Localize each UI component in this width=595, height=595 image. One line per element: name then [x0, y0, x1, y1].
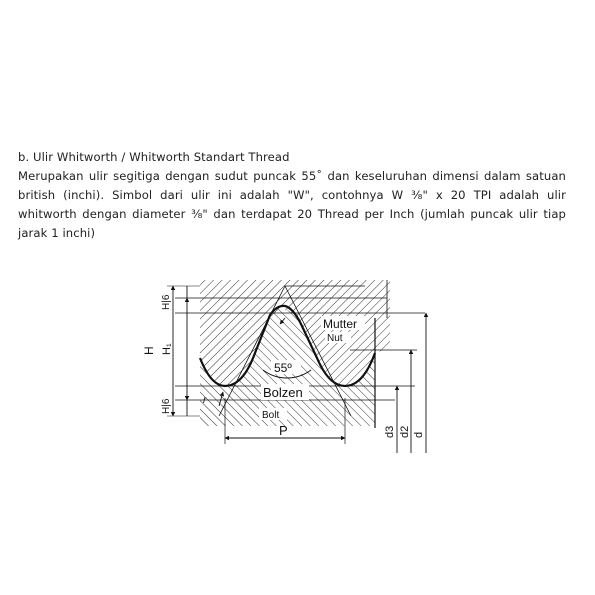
label-d3: d3 — [384, 425, 396, 438]
label-mutter: Mutter — [323, 317, 358, 331]
label-d: d — [413, 431, 425, 438]
section-heading: b. Ulir Whitworth / Whitworth Standart Thread — [18, 150, 290, 164]
label-angle: 55º — [274, 361, 292, 375]
label-h6-bottom: H|6 — [161, 398, 172, 414]
label-h1: H₁ — [161, 343, 173, 355]
section-paragraph: Merupakan ulir segitiga dengan sudut puncak 55˚ dan keseluruhan dimensi dalam satuan british (inchi). Simbol dari ulir ini adalah "W", contohnya W ⅜" x 20 TPI adalah ulir whitworth dengan diameter ⅜" dan terdapat 20 Thread per Inch (jumlah puncak ulir tiap jarak 1 inchi) — [18, 169, 566, 240]
label-p: P — [279, 423, 288, 438]
text-block — [18, 148, 566, 243]
label-h6-top: H|6 — [161, 294, 172, 310]
thread-profile-svg — [125, 258, 458, 461]
whitworth-thread-diagram — [125, 258, 458, 461]
label-d2: d2 — [399, 425, 411, 438]
label-nut: Nut — [327, 333, 343, 344]
label-bolt: Bolt — [262, 410, 280, 421]
label-r: r — [203, 395, 207, 406]
label-h: H — [142, 346, 156, 355]
label-bolzen: Bolzen — [263, 385, 303, 400]
